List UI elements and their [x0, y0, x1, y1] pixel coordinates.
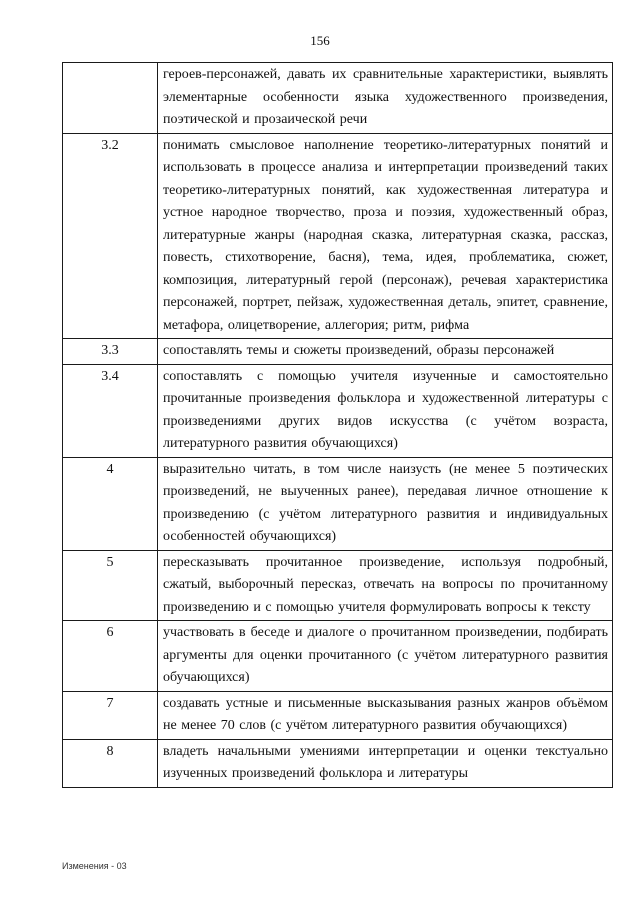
row-text: сопоставлять с помощью учителя изученные и самостоятельно прочитанные произведения фольклора и художественной литературы с произведениями других видов искусства (с учётом возраста, литературного развития обучающихся) [158, 364, 613, 457]
row-number: 5 [63, 550, 158, 621]
table-row [63, 691, 613, 739]
row-text: сопоставлять темы и сюжеты произведений, образы персонажей [158, 339, 613, 365]
row-number: 3.2 [63, 133, 158, 339]
row-text: выразительно читать, в том числе наизусть (не менее 5 поэтических произведений, не выученных ранее), передавая личное отношение к произведению (с учётом литературного развития и индивидуальных особенностей обучающихся) [158, 457, 613, 550]
table-row [63, 621, 613, 692]
footer-revision-note: Изменения - 03 [62, 861, 127, 871]
table-row [63, 550, 613, 621]
table-row [63, 339, 613, 365]
row-number: 4 [63, 457, 158, 550]
row-text: понимать смысловое наполнение теоретико-литературных понятий и использовать в процессе анализа и интерпретации произведений таких теоретико-литературных понятий, как художественная литература и устное народное творчество, проза и поэзия, художественный образ, литературные жанры (народная сказка, литературная сказка, рассказ, повесть, стихотворение, басня), тема, идея, проблематика, сюжет, композиция, литературный герой (персонаж), речевая характеристика персонажей, портрет, пейзаж, художественная деталь, эпитет, сравнение, метафора, олицетворение, аллегория; ритм, рифма [158, 133, 613, 339]
page-number: 156 [310, 33, 330, 48]
table-row [63, 457, 613, 550]
row-number: 3.4 [63, 364, 158, 457]
row-text: создавать устные и письменные высказывания разных жанров объёмом не менее 70 слов (с учётом литературного развития обучающихся) [158, 691, 613, 739]
row-text: героев-персонажей, давать их сравнительные характеристики, выявлять элементарные особенности языка художественного произведения, поэтической и прозаической речи [158, 63, 613, 134]
row-number: 7 [63, 691, 158, 739]
table-row [63, 63, 613, 134]
row-text: владеть начальными умениями интерпретации и оценки текстуально изученных произведений фольклора и литературы [158, 739, 613, 787]
table-row [63, 364, 613, 457]
table-row [63, 739, 613, 787]
row-text: участвовать в беседе и диалоге о прочитанном произведении, подбирать аргументы для оценки прочитанного (с учётом литературного развития обучающихся) [158, 621, 613, 692]
row-text: пересказывать прочитанное произведение, используя подробный, сжатый, выборочный пересказ, отвечать на вопросы по прочитанному произведению и с помощью учителя формулировать вопросы к тексту [158, 550, 613, 621]
requirements-table [62, 62, 613, 788]
row-number [63, 63, 158, 134]
row-number: 8 [63, 739, 158, 787]
table-row [63, 133, 613, 339]
row-number: 6 [63, 621, 158, 692]
row-number: 3.3 [63, 339, 158, 365]
